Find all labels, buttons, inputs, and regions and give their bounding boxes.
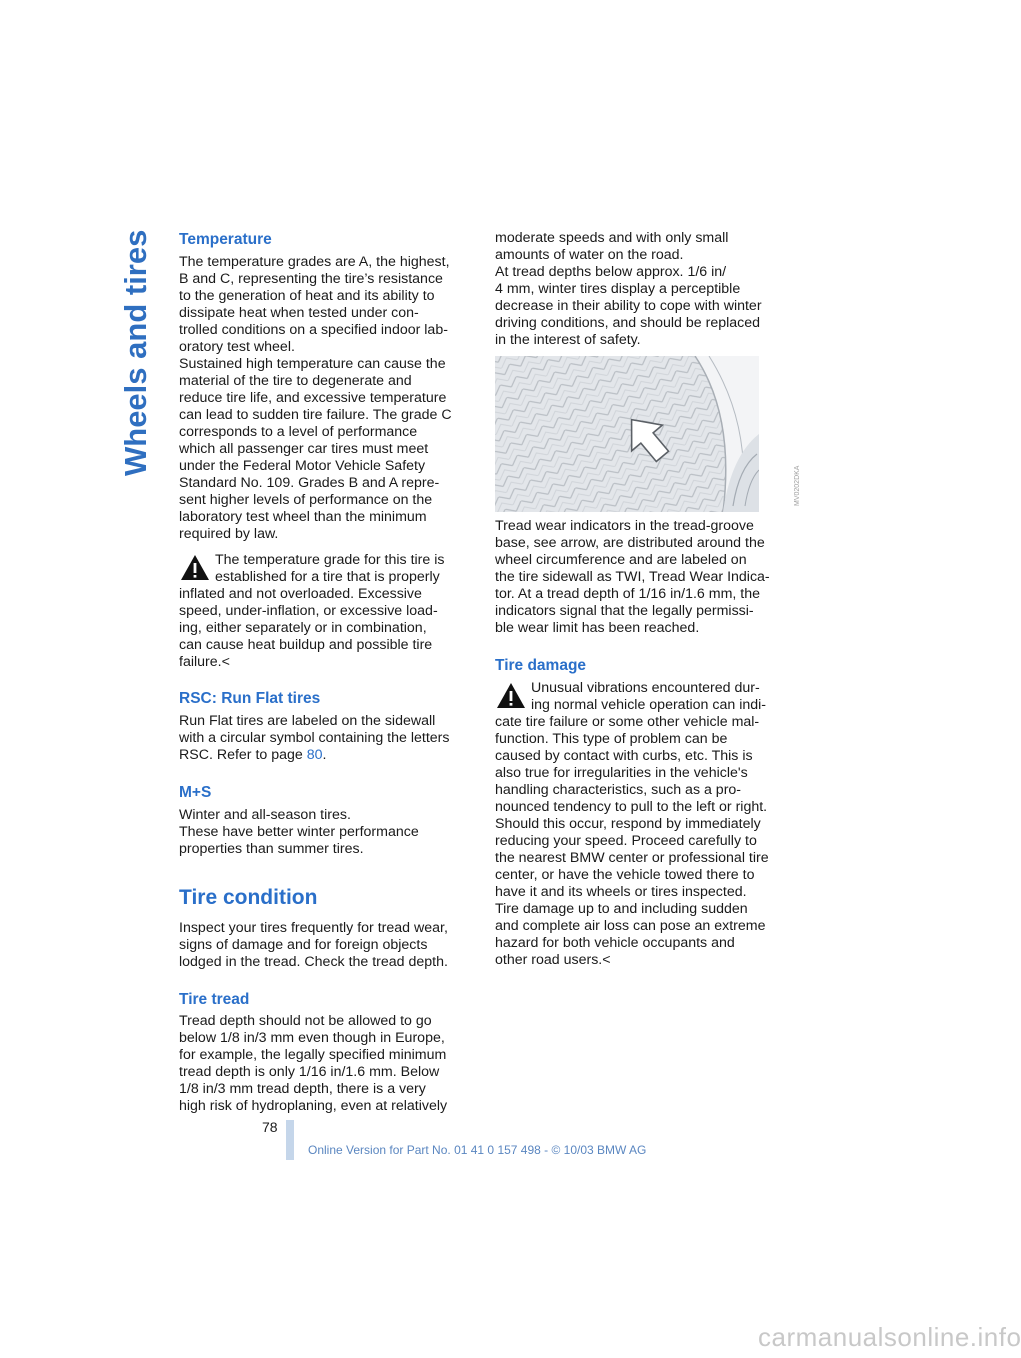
footer-bar: [286, 1120, 294, 1160]
ms-heading: M+S: [179, 784, 212, 801]
temperature-paragraph-1: The temperature grades are A, the highest, B and C, representing the tire’s resistance to the generation of heat and its ability to dissipate heat when tested under con- trolled conditions on a specified indoor lab- oratory test wheel.: [179, 254, 450, 355]
tire-damage-warning: Unusual vibrations encountered dur- ing normal vehicle operation can indi- cate tire failure or some other vehicle mal- function. This type of problem can be caused by contact with curbs, etc. This is also true for irregularities in the vehicle's handling characteristics, such as a pro- nounced tendency to pull to the left or right. Should this occur, respond by immediately reducing your speed. Proceed carefully to the nearest BMW center or professional tire center, or have the vehicle towed there to have it and its wheels or tires inspected. Tire damage up to and including sudden and complete air loss can pose an extreme hazard for both vehicle occupants and other road users.<: [495, 680, 769, 968]
continued-paragraph-1: moderate speeds and with only small amounts of water on the road.: [495, 230, 729, 263]
rsc-paragraph: Run Flat tires are labeled on the sidewall with a circular symbol containing the letters RSC. Refer to page 80.: [179, 713, 450, 763]
tire-tread-paragraph: Tread depth should not be allowed to go below 1/8 in/3 mm even though in Europe, for example, the legally specified minimum tread depth is only 1/16 in/1.6 mm. Below 1/8 in/3 mm tread depth, there is a very high risk of hydroplaning, even at relatively: [179, 1013, 448, 1114]
tire-condition-heading: Tire condition: [179, 886, 318, 909]
watermark: carmanualsonline.info: [758, 1322, 1021, 1352]
rsc-heading: RSC: Run Flat tires: [179, 690, 321, 707]
temperature-paragraph-2: Sustained high temperature can cause the material of the tire to degenerate and reduce tire life, and excessive temperature can lead to sudden tire failure. The grade C corresponds to a level of performance which all passenger car tires must meet under the Federal Motor Vehicle Safety Standard No. 109. Grades B and A repre- sent higher levels of performance on the laboratory test wheel than the minimum required by law.: [179, 356, 452, 542]
side-title: [108, 228, 156, 478]
figure-code: MV0202DKA: [794, 465, 801, 506]
side-title-text: Wheels and tires: [118, 229, 153, 476]
warning-triangle-icon: [180, 554, 210, 581]
tire-condition-paragraph: Inspect your tires frequently for tread wear, signs of damage and for foreign objects lodged in the tread. Check the tread depth.: [179, 920, 448, 970]
tire-illustration: [495, 356, 801, 512]
temperature-warning: The temperature grade for this tire is established for a tire that is properly inflated and not overloaded. Excessive speed, under-inflation, or excessive load- ing, either separately or in combination, can cause heat buildup and possible tire failure.<: [179, 552, 445, 670]
continued-paragraph-2: At tread depths below approx. 1/6 in/ 4 mm, winter tires display a perceptible decrease in their ability to cope with winter driving conditions, and should be replaced in the interest of safety.: [495, 264, 762, 348]
tire-tread-heading: Tire tread: [179, 991, 250, 1008]
tread-wear-indicator-figure: [495, 356, 801, 512]
right-column: [495, 230, 801, 969]
online-version-text: Online Version for Part No. 01 41 0 157 498 - © 10/03 BMW AG: [308, 1143, 647, 1157]
page-number: 78: [262, 1119, 278, 1135]
temperature-heading: Temperature: [179, 231, 272, 248]
ms-paragraph: Winter and all-season tires. These have better winter performance properties than summer tires.: [179, 807, 419, 857]
twi-paragraph: Tread wear indicators in the tread-groove base, see arrow, are distributed around the wheel circumference and are labeled on the tire sidewall as TWI, Tread Wear Indica- tor. At a tread depth of 1/16 in/1.6 mm, the indicators signal that the legally permissi- ble wear limit has been reached.: [495, 518, 770, 636]
tire-damage-heading: Tire damage: [495, 657, 587, 674]
page-80-link[interactable]: 80: [306, 747, 323, 763]
warning-triangle-icon: [496, 682, 526, 709]
left-column: [179, 230, 475, 1115]
